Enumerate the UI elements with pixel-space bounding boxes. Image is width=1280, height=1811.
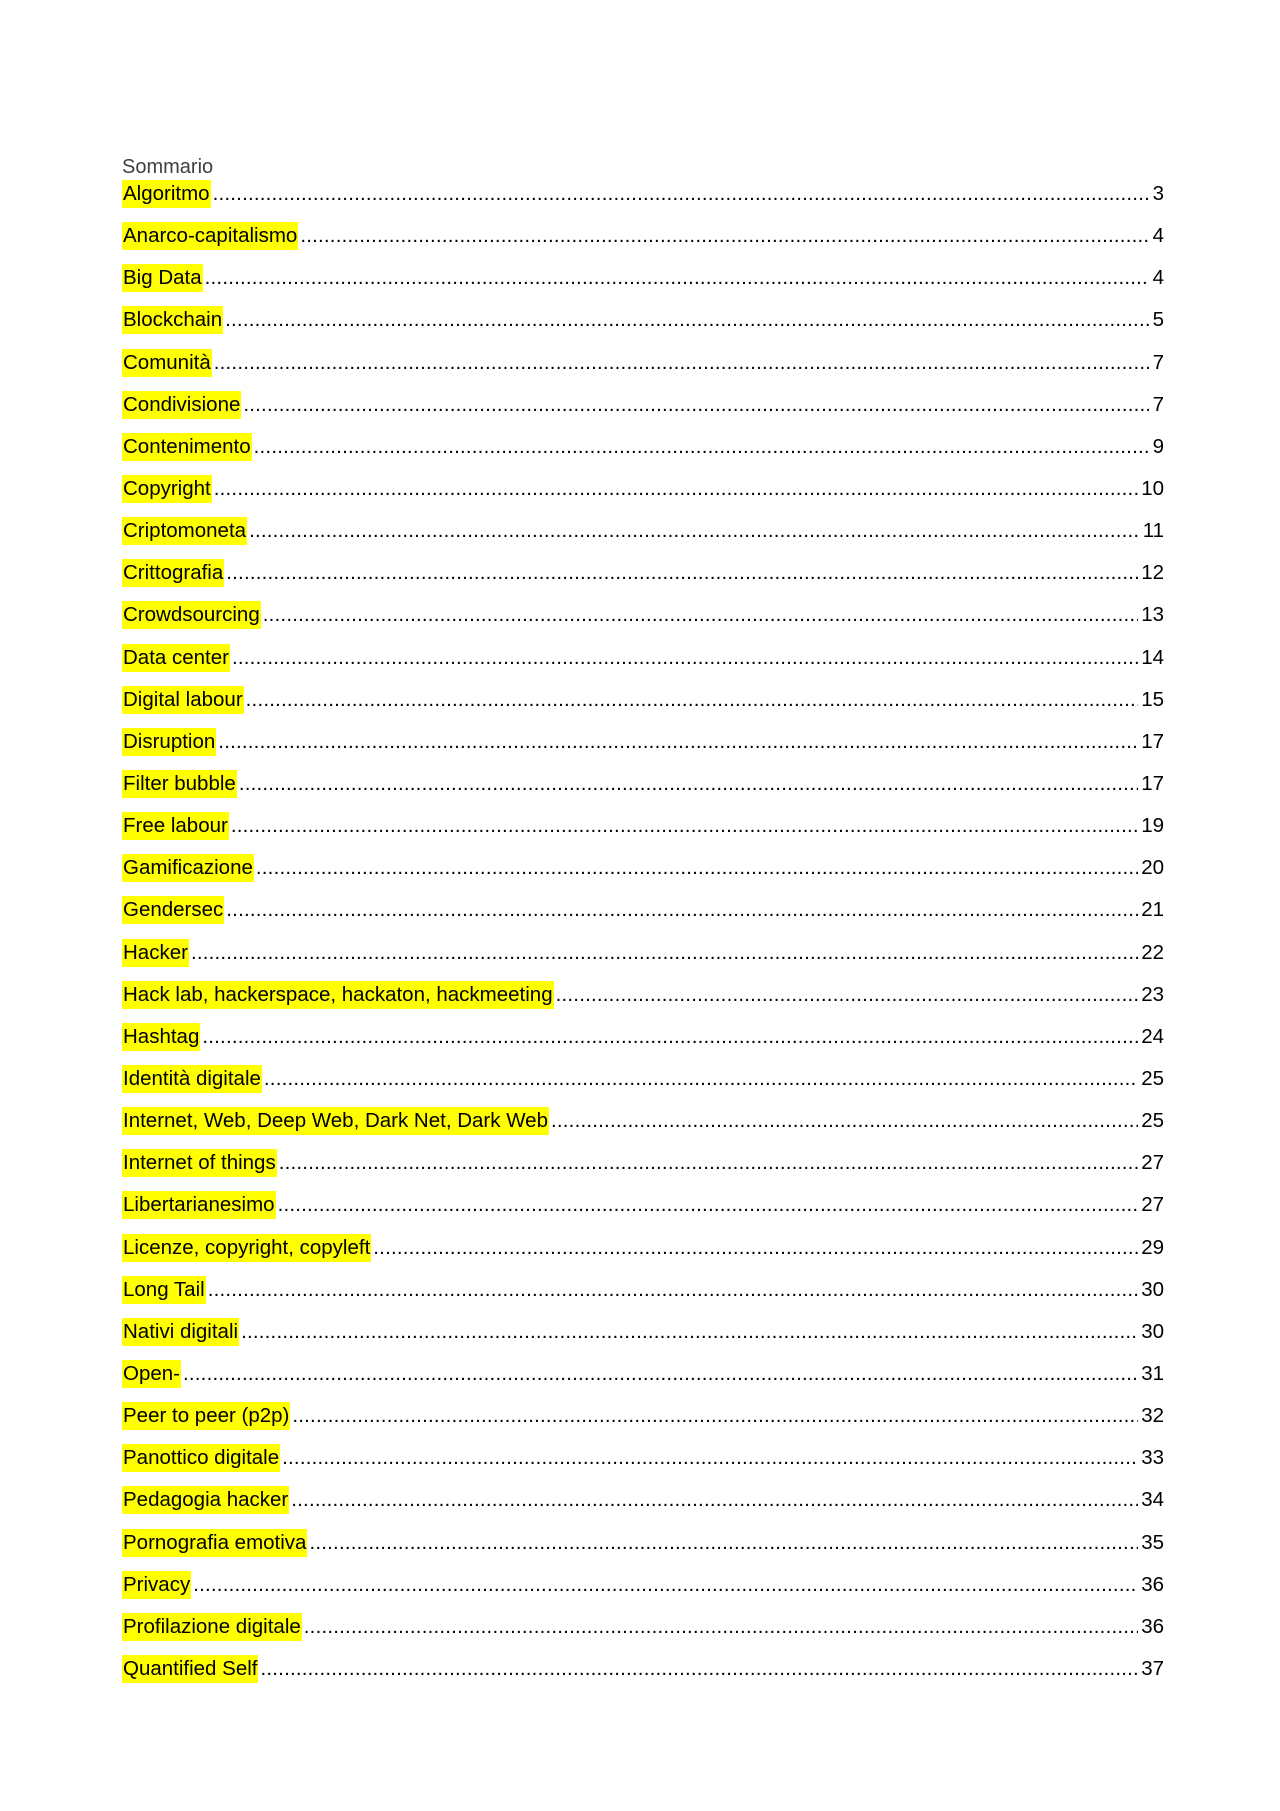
toc-entry-label[interactable]: Peer to peer (p2p) xyxy=(122,1402,290,1430)
toc-entry-page-number: 20 xyxy=(1141,856,1164,880)
toc-entry[interactable] xyxy=(122,1472,1164,1514)
dot-leader xyxy=(214,349,1149,377)
toc-entry-label[interactable]: Open- xyxy=(122,1360,181,1388)
toc-entry-page-number: 15 xyxy=(1141,687,1164,711)
toc-entry[interactable] xyxy=(122,208,1164,250)
toc-entry-label[interactable]: Blockchain xyxy=(122,306,223,334)
toc-entry-label[interactable]: Disruption xyxy=(122,728,216,756)
dot-leader xyxy=(304,1613,1138,1641)
toc-list xyxy=(122,180,1164,1683)
toc-entry[interactable] xyxy=(122,180,1164,208)
toc-entry-label[interactable]: Privacy xyxy=(122,1571,191,1599)
toc-entry[interactable] xyxy=(122,503,1164,545)
toc-entry-page-number: 29 xyxy=(1141,1235,1164,1259)
dot-leader xyxy=(278,1191,1139,1219)
toc-entry-page-number: 14 xyxy=(1141,645,1164,669)
table-of-contents xyxy=(122,154,1164,1683)
toc-entry[interactable] xyxy=(122,587,1164,629)
toc-entry-label[interactable]: Hashtag xyxy=(122,1023,200,1051)
toc-entry-label[interactable]: Anarco-capitalismo xyxy=(122,222,298,250)
toc-entry[interactable] xyxy=(122,377,1164,419)
toc-entry-page-number: 31 xyxy=(1141,1361,1164,1385)
toc-entry[interactable] xyxy=(122,1346,1164,1388)
toc-entry-label[interactable]: Contenimento xyxy=(122,433,252,461)
toc-entry[interactable] xyxy=(122,1093,1164,1135)
toc-entry[interactable] xyxy=(122,1304,1164,1346)
toc-entry-label[interactable]: Nativi digitali xyxy=(122,1318,239,1346)
toc-entry[interactable] xyxy=(122,714,1164,756)
toc-entry[interactable] xyxy=(122,1135,1164,1177)
dot-leader xyxy=(239,770,1138,798)
toc-entry-page-number: 24 xyxy=(1141,1024,1164,1048)
dot-leader xyxy=(249,517,1140,545)
dot-leader xyxy=(214,475,1138,503)
dot-leader xyxy=(309,1529,1138,1557)
dot-leader xyxy=(243,391,1149,419)
toc-entry-page-number: 27 xyxy=(1141,1193,1164,1217)
toc-entry[interactable] xyxy=(122,1557,1164,1599)
toc-entry-page-number: 30 xyxy=(1141,1277,1164,1301)
dot-leader xyxy=(225,306,1149,334)
dot-leader xyxy=(241,1318,1138,1346)
toc-entry-label[interactable]: Profilazione digitale xyxy=(122,1613,302,1641)
toc-entry-page-number: 30 xyxy=(1141,1319,1164,1343)
toc-entry-page-number: 13 xyxy=(1141,603,1164,627)
dot-leader xyxy=(254,433,1149,461)
toc-entry-label[interactable]: Hacker xyxy=(122,939,189,967)
toc-entry-page-number: 25 xyxy=(1141,1109,1164,1133)
dot-leader xyxy=(260,1655,1138,1683)
dot-leader xyxy=(213,180,1149,208)
dot-leader xyxy=(232,644,1138,672)
dot-leader xyxy=(183,1360,1138,1388)
dot-leader xyxy=(263,601,1138,629)
toc-entry-label[interactable]: Condivisione xyxy=(122,391,241,419)
toc-entry[interactable] xyxy=(122,967,1164,1009)
toc-entry-label[interactable]: Gamificazione xyxy=(122,854,254,882)
toc-entry-label[interactable]: Internet of things xyxy=(122,1149,277,1177)
toc-entry-page-number: 21 xyxy=(1141,898,1164,922)
dot-leader xyxy=(205,264,1149,292)
toc-entry-page-number: 7 xyxy=(1152,350,1164,374)
toc-entry-label[interactable]: Hack lab, hackerspace, hackaton, hackmeeting xyxy=(122,981,554,1009)
toc-entry[interactable] xyxy=(122,1262,1164,1304)
dot-leader xyxy=(226,559,1138,587)
toc-entry-label[interactable]: Data center xyxy=(122,644,230,672)
toc-entry-label[interactable]: Long Tail xyxy=(122,1276,206,1304)
dot-leader xyxy=(279,1149,1138,1177)
dot-leader xyxy=(256,854,1138,882)
dot-leader xyxy=(231,812,1138,840)
toc-entry[interactable] xyxy=(122,334,1164,376)
dot-leader xyxy=(202,1023,1138,1051)
toc-entry[interactable] xyxy=(122,1514,1164,1556)
toc-entry[interactable] xyxy=(122,292,1164,334)
toc-entry[interactable] xyxy=(122,1219,1164,1261)
toc-entry[interactable] xyxy=(122,1051,1164,1093)
toc-entry[interactable] xyxy=(122,250,1164,292)
dot-leader xyxy=(282,1444,1138,1472)
toc-entry-label[interactable]: Pedagogia hacker xyxy=(122,1486,289,1514)
toc-entry-label[interactable]: Panottico digitale xyxy=(122,1444,280,1472)
dot-leader xyxy=(264,1065,1138,1093)
toc-entry-page-number: 37 xyxy=(1141,1656,1164,1680)
toc-entry[interactable] xyxy=(122,1388,1164,1430)
toc-entry-page-number: 32 xyxy=(1141,1404,1164,1428)
toc-entry[interactable] xyxy=(122,1599,1164,1641)
toc-entry-page-number: 17 xyxy=(1141,729,1164,753)
toc-entry[interactable] xyxy=(122,1177,1164,1219)
toc-entry-label[interactable]: Quantified Self xyxy=(122,1655,258,1683)
toc-entry-label[interactable]: Crowdsourcing xyxy=(122,601,261,629)
toc-entry[interactable] xyxy=(122,756,1164,798)
toc-entry-label[interactable]: Filter bubble xyxy=(122,770,237,798)
toc-entry-page-number: 17 xyxy=(1141,771,1164,795)
toc-entry-page-number: 9 xyxy=(1152,434,1164,458)
toc-entry-page-number: 12 xyxy=(1141,561,1164,585)
toc-entry[interactable] xyxy=(122,672,1164,714)
toc-entry-page-number: 23 xyxy=(1141,982,1164,1006)
toc-entry[interactable] xyxy=(122,419,1164,461)
toc-entry-page-number: 36 xyxy=(1141,1572,1164,1596)
toc-entry-page-number: 19 xyxy=(1141,814,1164,838)
toc-entry-label[interactable]: Crittografia xyxy=(122,559,224,587)
toc-entry-label[interactable]: Libertarianesimo xyxy=(122,1191,276,1219)
toc-entry-label[interactable]: Identità digitale xyxy=(122,1065,262,1093)
toc-title: Sommario xyxy=(122,156,214,178)
toc-entry[interactable] xyxy=(122,1430,1164,1472)
dot-leader xyxy=(300,222,1149,250)
toc-entry-page-number: 5 xyxy=(1152,308,1164,332)
toc-entry-page-number: 35 xyxy=(1141,1530,1164,1554)
dot-leader xyxy=(556,981,1139,1009)
toc-entry[interactable] xyxy=(122,629,1164,671)
toc-entry-page-number: 25 xyxy=(1141,1066,1164,1090)
toc-entry-label[interactable]: Internet, Web, Deep Web, Dark Net, Dark Web xyxy=(122,1107,549,1135)
toc-entry-label[interactable]: Algoritmo xyxy=(122,180,211,208)
toc-entry-page-number: 7 xyxy=(1152,392,1164,416)
toc-entry-label[interactable]: Free labour xyxy=(122,812,229,840)
toc-entry[interactable] xyxy=(122,924,1164,966)
toc-entry-page-number: 27 xyxy=(1141,1151,1164,1175)
toc-entry-label[interactable]: Pornografia emotiva xyxy=(122,1529,307,1557)
toc-entry-page-number: 36 xyxy=(1141,1614,1164,1638)
toc-entry[interactable] xyxy=(122,798,1164,840)
dot-leader xyxy=(208,1276,1138,1304)
toc-entry-label[interactable]: Licenze, copyright, copyleft xyxy=(122,1234,371,1262)
toc-entry-page-number: 4 xyxy=(1152,224,1164,248)
toc-entry-page-number: 34 xyxy=(1141,1488,1164,1512)
dot-leader xyxy=(551,1107,1138,1135)
toc-entry-label[interactable]: Comunità xyxy=(122,349,212,377)
dot-leader xyxy=(193,1571,1138,1599)
toc-entry-label[interactable]: Digital labour xyxy=(122,686,244,714)
toc-entry[interactable] xyxy=(122,461,1164,503)
dot-leader xyxy=(191,939,1138,967)
dot-leader xyxy=(226,896,1138,924)
toc-entry-page-number: 4 xyxy=(1152,266,1164,290)
dot-leader xyxy=(292,1402,1138,1430)
toc-entry[interactable] xyxy=(122,545,1164,587)
dot-leader xyxy=(291,1486,1138,1514)
toc-entry-label[interactable]: Big Data xyxy=(122,264,203,292)
toc-entry[interactable] xyxy=(122,882,1164,924)
dot-leader xyxy=(246,686,1139,714)
toc-entry-page-number: 33 xyxy=(1141,1446,1164,1470)
toc-entry-label[interactable]: Copyright xyxy=(122,475,212,503)
toc-entry-page-number: 22 xyxy=(1141,940,1164,964)
toc-entry-label[interactable]: Gendersec xyxy=(122,896,224,924)
toc-entry-page-number: 10 xyxy=(1141,476,1164,500)
dot-leader xyxy=(218,728,1138,756)
dot-leader xyxy=(373,1234,1138,1262)
toc-entry-page-number: 3 xyxy=(1152,182,1164,205)
toc-entry-page-number: 11 xyxy=(1142,519,1164,543)
toc-entry[interactable] xyxy=(122,1641,1164,1683)
toc-entry[interactable] xyxy=(122,840,1164,882)
toc-entry[interactable] xyxy=(122,1009,1164,1051)
toc-entry-label[interactable]: Criptomoneta xyxy=(122,517,247,545)
